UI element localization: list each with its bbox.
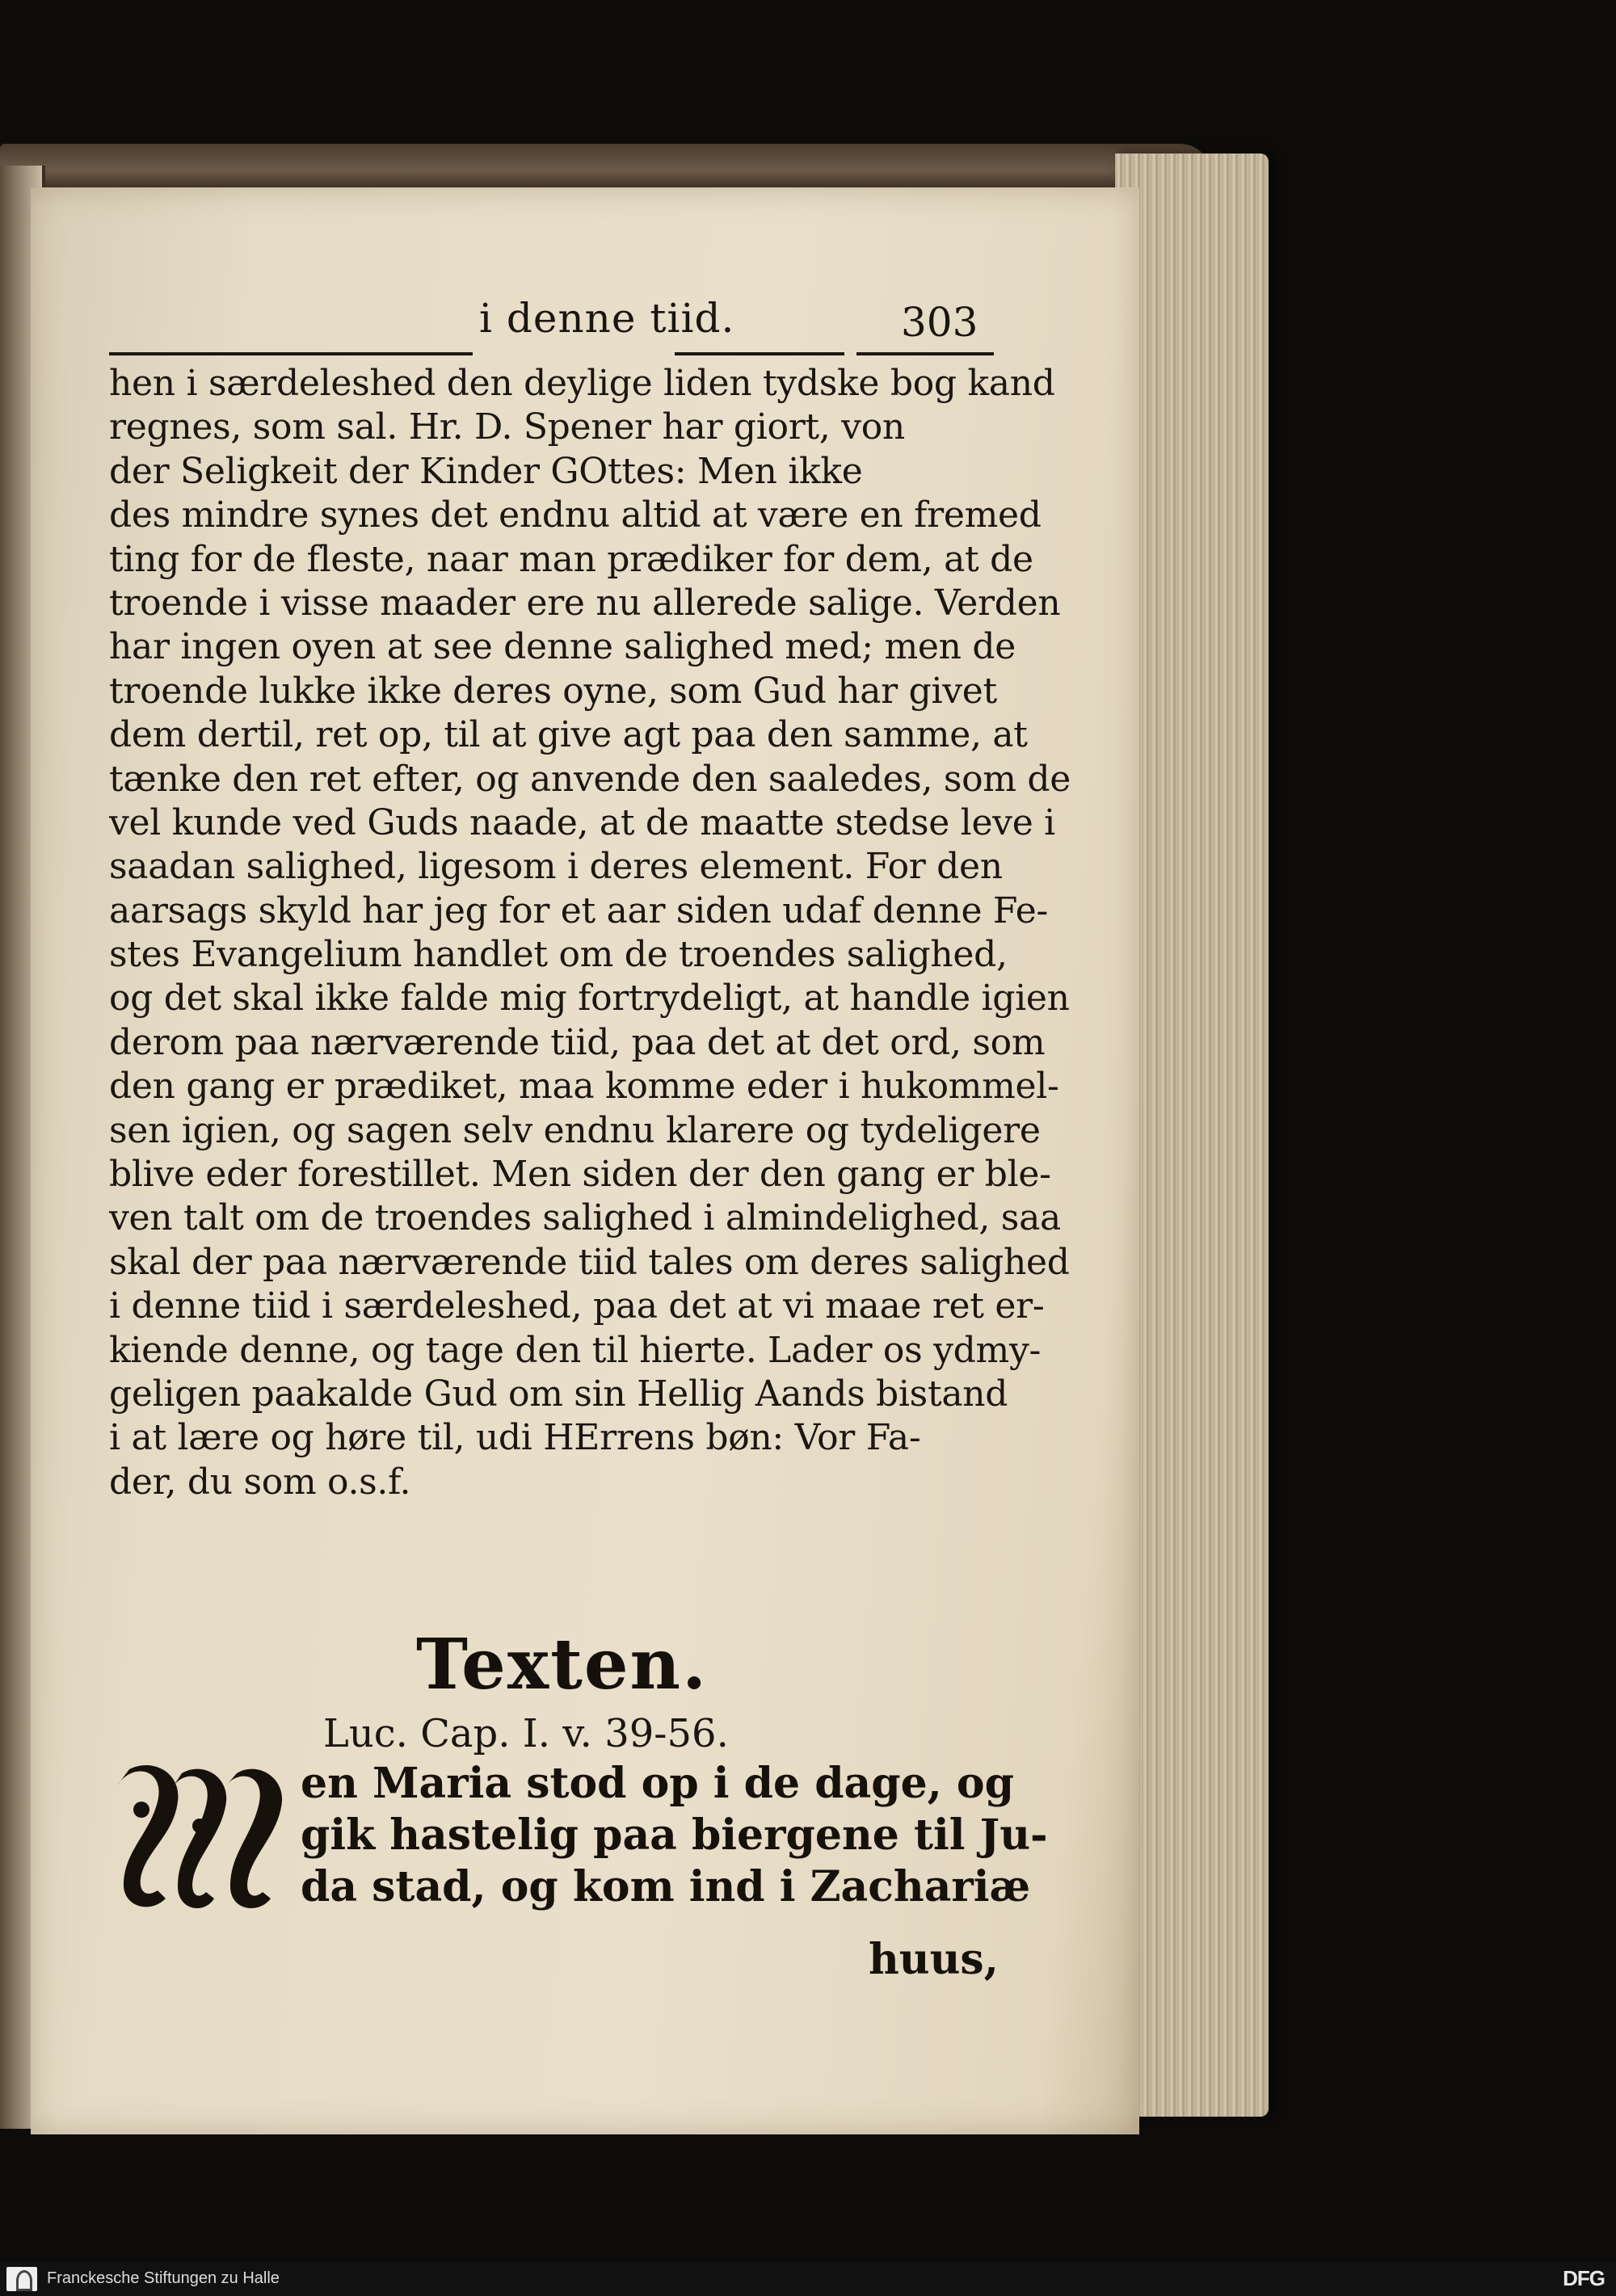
text-line: regnes, som sal. Hr. D. Spener har giort, von xyxy=(109,406,905,448)
text-line: troende lukke ikke deres oyne, som Gud har givet xyxy=(109,670,997,712)
text-line: vel kunde ved Guds naade, at de maatte stedse leve i xyxy=(109,801,1055,843)
scripture-line: gik hastelig paa biergene til Ju- xyxy=(301,1810,1048,1860)
text-line: kiende denne, og tage den til hierte. Lader os ydmy- xyxy=(109,1329,1042,1371)
decorated-initial-m-icon xyxy=(109,1753,293,1919)
text-line: saadan salighed, ligesom i deres element. For den xyxy=(109,846,1003,888)
text-line: geligen paakalde Gud om sin Hellig Aands bistand xyxy=(109,1373,1008,1415)
scripture-text xyxy=(301,1758,1048,1913)
text-line: i denne tiid i særdeleshed, paa det at vi maae ret er- xyxy=(109,1285,1045,1327)
catchword: huus, xyxy=(869,1935,999,1984)
text-line: derom paa nærværende tiid, paa det at det ord, som xyxy=(109,1021,1046,1063)
institution-logo-icon xyxy=(6,2267,37,2291)
dfg-logo: DFG xyxy=(1563,2266,1605,2290)
header-rule-right xyxy=(856,352,994,355)
text-line: troende i visse maader ere nu allerede salige. Verden xyxy=(109,582,1061,624)
footer-bar xyxy=(0,2262,1616,2296)
text-line: des mindre synes det endnu altid at være en fremed xyxy=(109,494,1042,536)
text-line: stes Evangelium handlet om de troendes salighed, xyxy=(109,934,1008,976)
text-line: dem dertil, ret op, til at give agt paa den samme, at xyxy=(109,714,1028,756)
text-line: blive eder forestillet. Men siden der den gang er ble- xyxy=(109,1154,1051,1196)
page-header xyxy=(109,291,994,355)
text-line: tænke den ret efter, og anvende den saaledes, som de xyxy=(109,758,1071,800)
text-line: og det skal ikke falde mig fortrydeligt, at handle igien xyxy=(109,978,1070,1020)
text-line: skal der paa nærværende tiid tales om deres salighed xyxy=(109,1241,1070,1283)
text-line: i at lære og høre til, udi HErrens bøn: Vor Fa- xyxy=(109,1417,921,1459)
text-line: ting for de fleste, naar man prædiker for dem, at de xyxy=(109,538,1033,580)
section-title: Texten. xyxy=(416,1624,709,1705)
text-line: ven talt om de troendes salighed i almindelighed, saa xyxy=(109,1197,1061,1239)
text-line: den gang er prædiket, maa komme eder i hukommel- xyxy=(109,1066,1059,1108)
scripture-citation: Luc. Cap. I. v. 39-56. xyxy=(323,1711,729,1756)
text-line: sen igien, og sagen selv endnu klarere og tydeligere xyxy=(109,1109,1041,1151)
text-line: har ingen oyen at see denne salighed med; men de xyxy=(109,626,1016,668)
page-number: 303 xyxy=(901,299,978,346)
header-rule-left xyxy=(109,352,473,355)
text-line: der Seligkeit der Kinder GOttes: Men ikke xyxy=(109,450,863,492)
header-rule-mid xyxy=(675,352,844,355)
body-text xyxy=(109,362,1071,1504)
text-line: der, du som o.s.f. xyxy=(109,1461,411,1503)
text-line: hen i særdeleshed den deylige liden tydske bog kand xyxy=(109,363,1055,404)
text-line: aarsags skyld har jeg for et aar siden udaf denne Fe- xyxy=(109,889,1049,931)
scripture-line: en Maria stod op i de dage, og xyxy=(301,1759,1014,1808)
footer-credit: Franckesche Stiftungen zu Halle xyxy=(47,2269,280,2287)
scripture-line: da stad, og kom ind i Zachariæ xyxy=(301,1862,1031,1911)
running-head: i denne tiid. xyxy=(479,295,735,342)
book-spine-top xyxy=(0,144,1212,189)
